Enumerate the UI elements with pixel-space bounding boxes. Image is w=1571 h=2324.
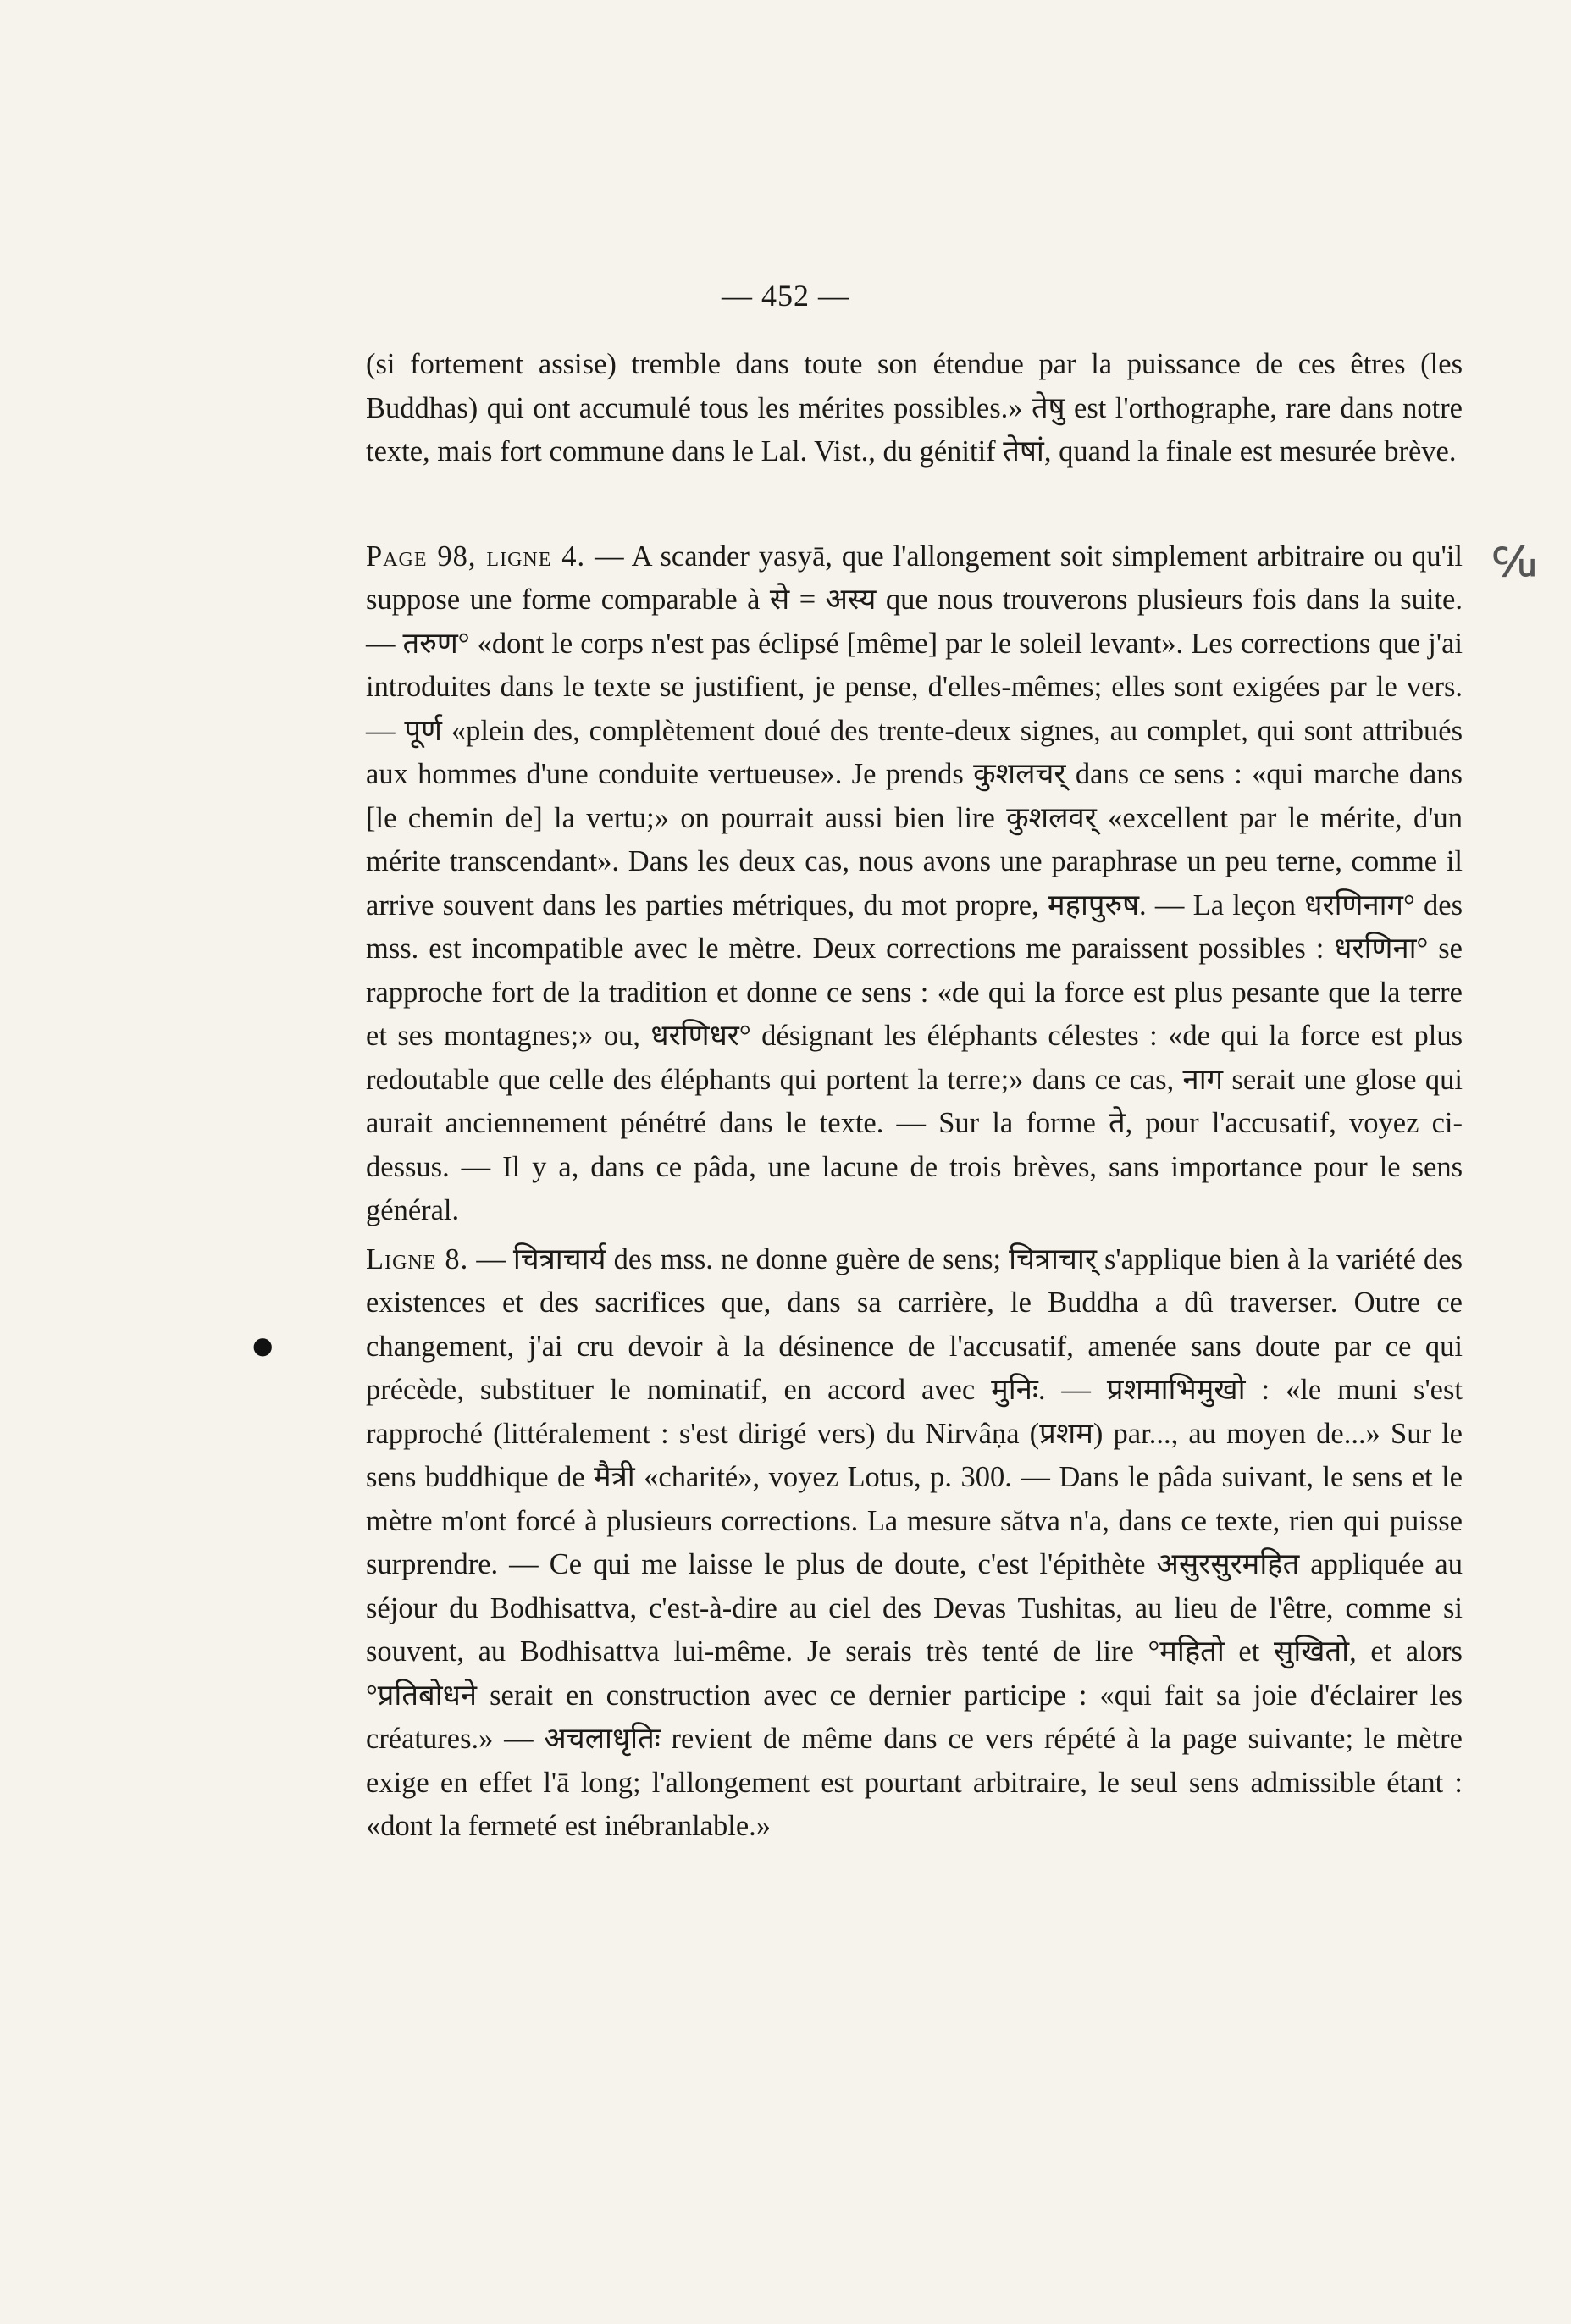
page-number: — 452 — (722, 279, 849, 313)
body-text (366, 343, 1463, 1849)
margin-dot: ● (252, 1331, 274, 1359)
paragraph-1 (366, 343, 1463, 474)
paragraph-gap (366, 474, 1463, 535)
paragraph-2-label: Page 98, ligne 4. (366, 540, 586, 573)
paragraph-3 (366, 1238, 1463, 1849)
margin-mark: ℆ (1492, 539, 1536, 586)
paragraph-2 (366, 535, 1463, 1233)
paragraph-1-text: (si fortement assise) tremble dans toute son étendue par la puissance de ces êtres (les Buddhas) qui ont accumulé tous les mérites possibles.» तेषु est l'orthographe, rare dans notre texte, mais fort commune dans le Lal. Vist., du génitif तेषां, quand la finale est mesurée brève. (366, 348, 1463, 468)
paragraph-2-text: — A scander yasyā, que l'allongement soit simplement arbitraire ou qu'il suppose une forme comparable à से = अस्य que nous trouverons plusieurs fois dans la suite. — तरुण° «dont le corps n'est pas éclipsé [même] par le soleil levant». Les corrections que j'ai introduites dans le texte se justifient, je pense, d'elles-mêmes; elles sont exigées par le vers. — पूर्ण «plein des, complètement doué des trente-deux signes, au complet, qui sont attribués aux hommes d'une conduite vertueuse». Je prends कुशलचर् dans ce sens : «qui marche dans [le chemin de] la vertu;» on pourrait aussi bien lire कुशलवर् «excellent par le mérite, d'un mérite transcendant». Dans les deux cas, nous avons une paraphrase un peu terne, comme il arrive souvent dans les parties métriques, du mot propre, महापुरुष. — La leçon धरणिनाग° des mss. est incompatible avec le mètre. Deux corrections me paraissent possibles : धरणिना° se rapproche fort de la tradition et donne ce sens : «de qui la force est plus pesante que la terre et ses montagnes;» ou, धरणिधर° désignant les éléphants célestes : «de qui la force est plus redoutable que celle des éléphants qui portent la terre;» dans ce cas, नाग serait une glose qui aurait anciennement pénétré dans le texte. — Sur la forme ते, pour l'accusatif, voyez ci-dessus. — Il y a, dans ce pâda, une lacune de trois brèves, sans importance pour le sens général. (366, 540, 1463, 1226)
paragraph-3-text: — चित्राचार्य des mss. ne donne guère de sens; चित्राचार् s'applique bien à la variété des existences et des sacrifices que, dans sa carrière, le Buddha a dû traverser. Outre ce changement, j'ai cru devoir à la désinence de l'accusatif, amenée sans doute par ce qui précède, substituer le nominatif, en accord avec मुनिः. — प्रशमाभिमुखो : «le muni s'est rapproché (littéralement : s'est dirigé vers) du Nirvâṇa (प्रशम) par..., au moyen de...» Sur le sens buddhique de मैत्री «charité», voyez Lotus, p. 300. — Dans le pâda suivant, le sens et le mètre m'ont forcé à plusieurs corrections. La mesure sătva n'a, dans ce texte, rien qui puisse surprendre. — Ce qui me laisse le plus de doute, c'est l'épithète असुरसुरमहित appliquée au séjour du Bodhisattva, c'est-à-dire au ciel des Devas Tushitas, au lieu de l'être, comme si souvent, au Bodhisattva lui-même. Je serais très tenté de lire °महितो et सुखितो, et alors °प्रतिबोधने serait en construction avec ce dernier participe : «qui fait sa joie d'éclairer les créatures.» — अचलाधृतिः revient de même dans ce vers répété à la page suivante; le mètre exige en effet l'ā long; l'allongement est pourtant arbitraire, le seul sens admissible étant : «dont la fermeté est inébranlable.» (366, 1242, 1463, 1842)
paragraph-3-label: Ligne 8. (366, 1242, 469, 1275)
